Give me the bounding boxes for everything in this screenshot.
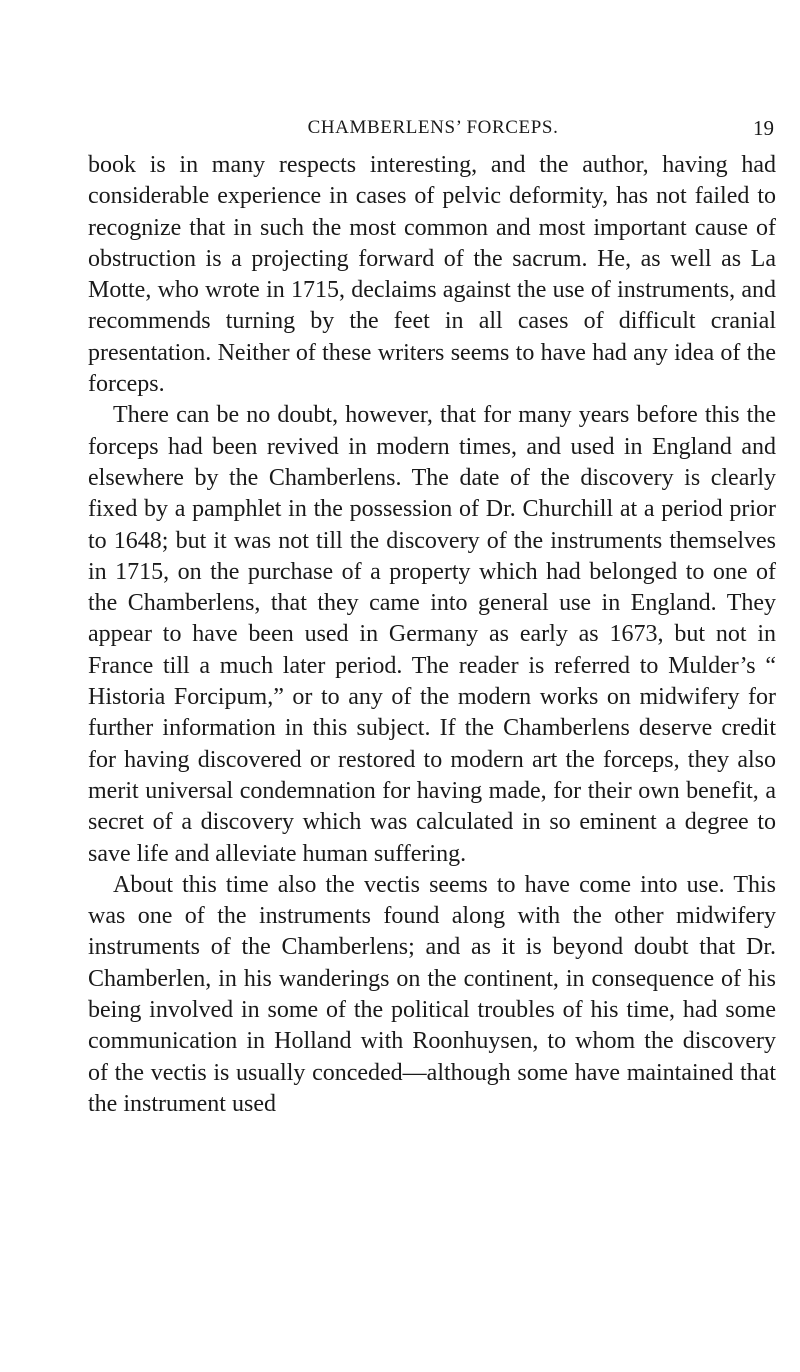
paragraph-chamberlens: There can be no doubt, however, that for many years before this the forceps had been revived in modern times, and used in England and elsewhere by the Chamberlens. The date of the discovery is clearly fixed by a pamphlet in the possession of Dr. Churchill at a period prior to 1648; but it was not till the discovery of the instruments themselves in 1715, on the purchase of a property which had belonged to one of the Chamberlens, that they came into general use in England. They appear to have been used in Germany as early as 1673, but not in France till a much later period. The reader is referred to Mulder’s “ Historia Forcipum,” or to any of the modern works on midwifery for further information in this subject. If the Chamberlens deserve credit for having discovered or restored to modern art the forceps, they also merit universal condemnation for having made, for their own benefit, a secret of a discovery which was calculated in so eminent a degree to save life and alleviate human suffering.	[88, 402, 776, 867]
running-head	[88, 116, 778, 140]
paragraph-continued: book is in many respects interesting, and the author, having had considerable experience in cases of pelvic deformity, has not failed to recognize that in such the most common and most important cause of obstruction is a projecting forward of the sacrum. He, as well as La Motte, who wrote in 1715, declaims against the use of instruments, and recommends turning by the feet in all cases of difficult cranial presentation. Neither of these writers seems to have had any idea of the forceps.	[88, 152, 776, 398]
body-text	[88, 150, 776, 1120]
paragraph-vectis: About this time also the vectis seems to have come into use. This was one of the instruments found along with the other midwifery instruments of the Chamberlens; and as it is beyond doubt that Dr. Chamberlen, in his wanderings on the continent, in consequence of his being involved in some of the political troubles of his time, had some communication in Holland with Roonhuysen, to whom the discovery of the vectis is usually conceded—although some have maintained that the instrument used	[88, 871, 776, 1117]
running-title: CHAMBERLENS’ FORCEPS.	[307, 117, 559, 138]
page-number: 19	[753, 116, 774, 140]
